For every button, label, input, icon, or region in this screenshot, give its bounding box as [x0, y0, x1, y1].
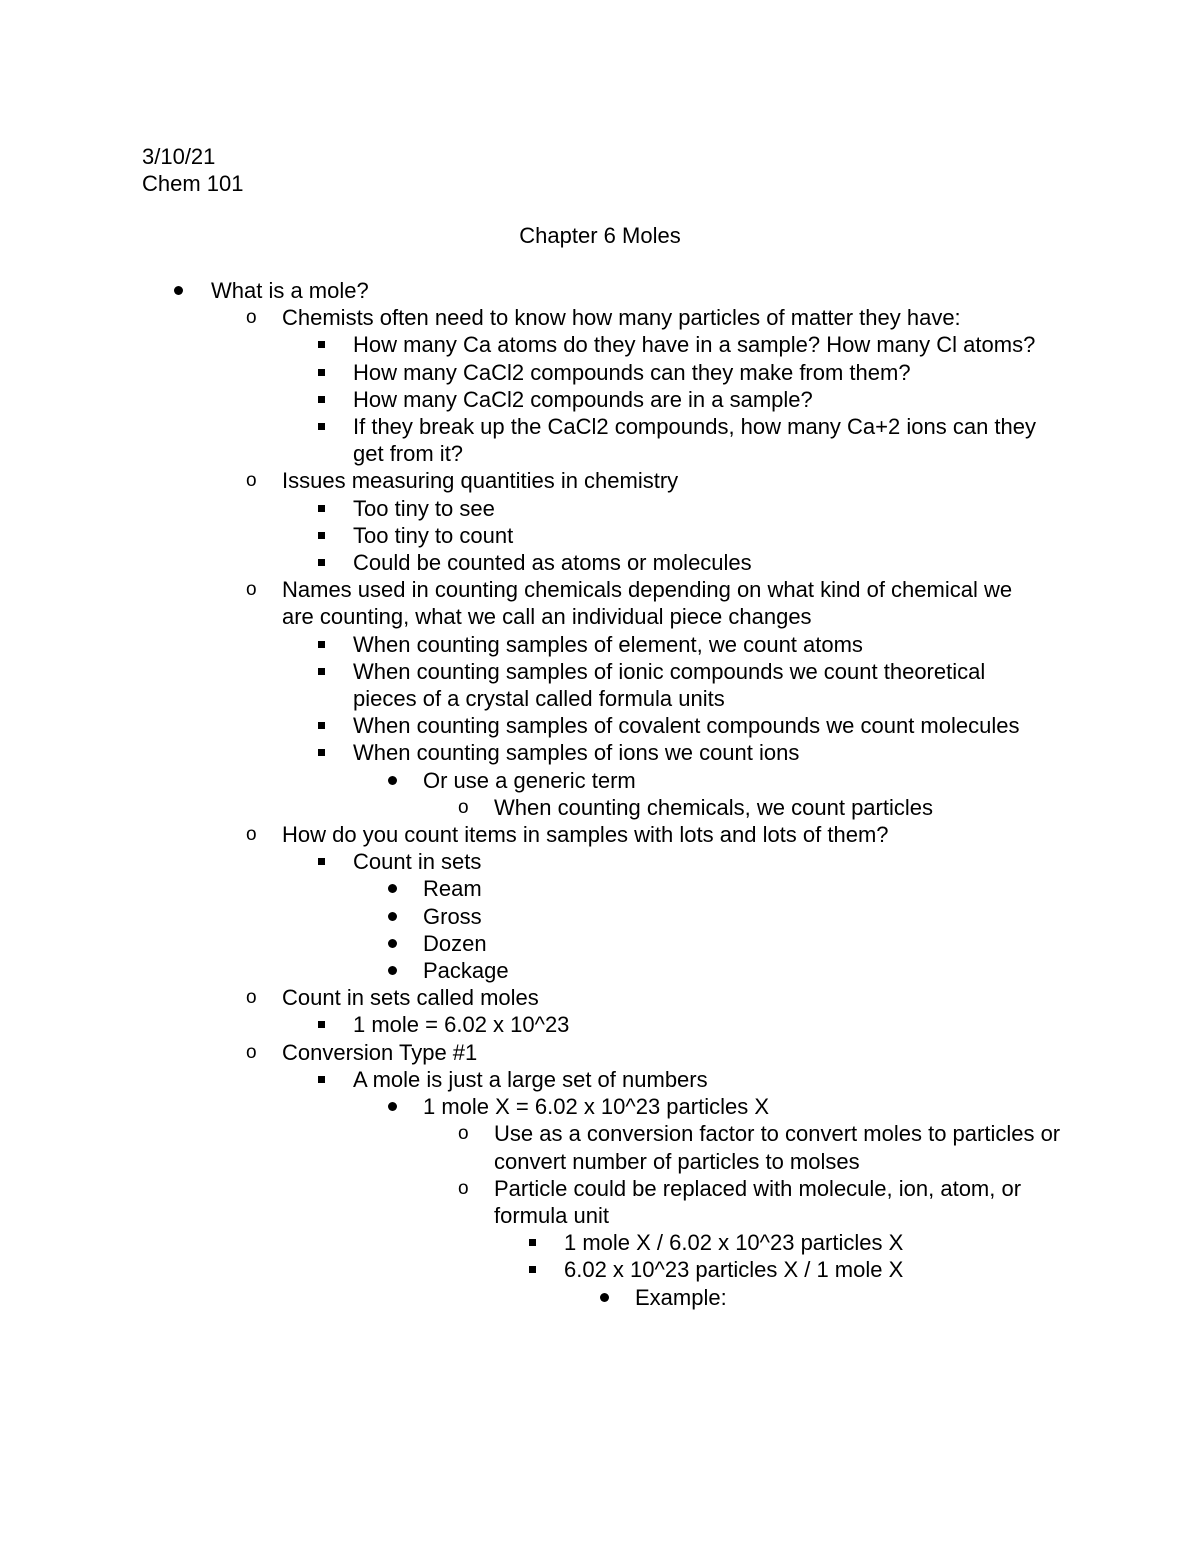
bullet-circle-icon: o	[246, 1041, 257, 1063]
outline-item	[0, 848, 1200, 875]
outline-item	[0, 631, 1200, 658]
outline-item-text: Example:	[635, 1284, 727, 1310]
outline-item-text: Count in sets	[353, 849, 482, 875]
bullet-square-icon	[318, 641, 325, 648]
outline-item	[0, 1093, 1200, 1120]
outline-item	[0, 658, 1200, 712]
bullet-circle-icon: o	[246, 307, 257, 329]
outline-item	[0, 1256, 1200, 1283]
outline-item-text: Ream	[423, 876, 482, 902]
bullet-square-icon	[318, 749, 325, 756]
outline-item-text: Use as a conversion factor to convert moles to particles or convert number of particles to molses	[494, 1121, 1061, 1174]
bullet-disc-icon	[388, 884, 397, 893]
outline-item-text: When counting samples of ionic compounds we count theoretical pieces of a crystal called formula units	[353, 658, 986, 712]
outline-item-text: If they break up the CaCl2 compounds, how many Ca+2 ions can they get from it?	[353, 414, 1036, 467]
bullet-square-icon	[318, 369, 325, 376]
bullet-square-icon	[318, 722, 325, 729]
outline-item-text: Too tiny to count	[353, 522, 514, 548]
bullet-disc-icon	[600, 1293, 609, 1302]
outline-item	[0, 1284, 1200, 1311]
outline-item-text: How many CaCl2 compounds can they make from them?	[353, 359, 911, 385]
outline-item-text: Conversion Type #1	[282, 1039, 478, 1065]
outline-item	[0, 359, 1200, 386]
outline-item	[0, 794, 1200, 821]
outline-item	[0, 821, 1200, 848]
outline-item-text: Or use a generic term	[423, 767, 636, 793]
outline-item	[0, 1120, 1200, 1174]
bullet-disc-icon	[388, 966, 397, 975]
outline-item	[0, 1039, 1200, 1066]
outline-item-text: 1 mole = 6.02 x 10^23	[353, 1012, 570, 1038]
page-title: Chapter 6 Moles	[519, 223, 681, 248]
bullet-square-icon	[318, 341, 325, 348]
outline-item-text: Too tiny to see	[353, 495, 495, 521]
date-line: 3/10/21	[142, 144, 216, 169]
outline-item-text: 6.02 x 10^23 particles X / 1 mole X	[564, 1257, 904, 1283]
bullet-square-icon	[318, 858, 325, 865]
bullet-square-icon	[529, 1239, 536, 1246]
bullet-disc-icon	[388, 912, 397, 921]
outline-item-text: Particle could be replaced with molecule, ion, atom, or formula unit	[494, 1175, 1022, 1228]
outline-item-text: A mole is just a large set of numbers	[353, 1066, 708, 1092]
bullet-square-icon	[318, 396, 325, 403]
outline-item-text: When counting samples of element, we count atoms	[353, 631, 863, 657]
bullet-square-icon	[318, 668, 325, 675]
bullet-square-icon	[318, 532, 325, 539]
outline-item-text: Dozen	[423, 930, 487, 956]
bullet-circle-icon: o	[458, 796, 469, 818]
outline-item-text: Package	[423, 958, 509, 984]
outline-item	[0, 495, 1200, 522]
outline-item	[0, 984, 1200, 1011]
outline-item	[0, 1175, 1200, 1229]
outline-item	[0, 467, 1200, 494]
outline-item-text: What is a mole?	[211, 278, 369, 303]
outline-item	[0, 1011, 1200, 1038]
outline-item	[0, 1066, 1200, 1093]
outline-item	[0, 739, 1200, 766]
bullet-disc-icon	[388, 776, 397, 785]
bullet-disc-icon	[388, 939, 397, 948]
bullet-circle-icon: o	[246, 824, 257, 846]
outline-item	[0, 930, 1200, 957]
bullet-square-icon	[318, 423, 325, 430]
outline-item-text: Count in sets called moles	[282, 985, 539, 1011]
outline-item-text: When counting chemicals, we count particles	[494, 794, 933, 820]
outline-item	[0, 903, 1200, 930]
outline-item	[0, 331, 1200, 358]
bullet-circle-icon: o	[246, 579, 257, 601]
outline-item-text: Chemists often need to know how many particles of matter they have:	[282, 305, 961, 331]
outline-item	[0, 1229, 1200, 1256]
outline-item	[0, 957, 1200, 984]
outline-item	[0, 549, 1200, 576]
outline-item-text: 1 mole X = 6.02 x 10^23 particles X	[423, 1094, 770, 1120]
bullet-disc-icon	[174, 286, 183, 295]
outline-item	[0, 522, 1200, 549]
notes-outline	[0, 277, 1200, 1311]
bullet-square-icon	[318, 1021, 325, 1028]
bullet-circle-icon: o	[458, 1123, 469, 1145]
outline-item-text: When counting samples of covalent compounds we count molecules	[353, 713, 1020, 739]
outline-item-text: Names used in counting chemicals depending on what kind of chemical we are counting, what we call an individual piece changes	[282, 577, 1013, 630]
bullet-square-icon	[318, 559, 325, 566]
outline-item-text: Could be counted as atoms or molecules	[353, 550, 752, 576]
bullet-disc-icon	[388, 1102, 397, 1111]
outline-item	[0, 413, 1200, 467]
bullet-circle-icon: o	[246, 987, 257, 1009]
bullet-circle-icon: o	[458, 1177, 469, 1199]
outline-item-text: How many Ca atoms do they have in a sample? How many Cl atoms?	[353, 332, 1036, 358]
bullet-circle-icon: o	[246, 470, 257, 492]
outline-item-text: When counting samples of ions we count ions	[353, 740, 800, 766]
bullet-square-icon	[529, 1266, 536, 1273]
outline-item-text: 1 mole X / 6.02 x 10^23 particles X	[564, 1230, 904, 1256]
outline-item	[0, 875, 1200, 902]
bullet-square-icon	[318, 1076, 325, 1083]
course-line: Chem 101	[142, 171, 244, 196]
outline-item	[0, 304, 1200, 331]
outline-item-text: How do you count items in samples with lots and lots of them?	[282, 822, 889, 848]
outline-item	[0, 386, 1200, 413]
outline-item	[0, 767, 1200, 794]
outline-item-text: How many CaCl2 compounds are in a sample?	[353, 386, 813, 412]
bullet-square-icon	[318, 505, 325, 512]
outline-item-text: Gross	[423, 903, 482, 929]
outline-item	[0, 277, 1200, 304]
outline-item	[0, 576, 1200, 630]
outline-item	[0, 712, 1200, 739]
outline-item-text: Issues measuring quantities in chemistry	[282, 468, 679, 494]
